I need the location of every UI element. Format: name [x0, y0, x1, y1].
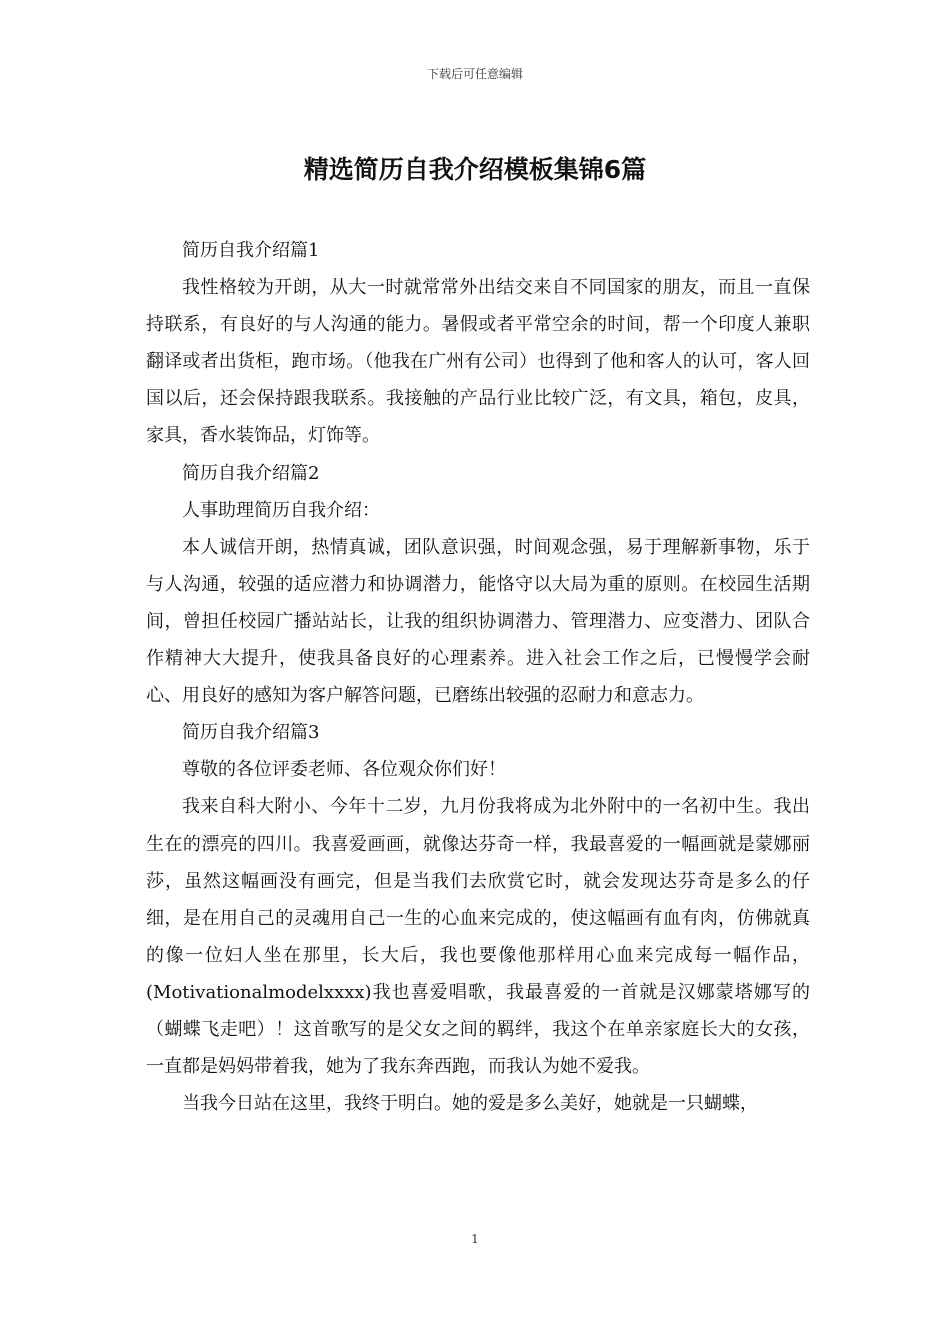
page-header: 下载后可任意编辑 — [426, 67, 523, 81]
section-heading-3: 简历自我介绍篇3 — [182, 722, 320, 744]
body-paragraph: 尊敬的各位评委老师、各位观众你们好！ — [182, 759, 506, 781]
section-heading-1: 简历自我介绍篇1 — [182, 240, 320, 261]
body-paragraph: 我性格较为开朗，从大一时就常常外出结交来自不同国家的朋友，而且一直保持联系，有良好的与人沟通的能力。暑假或者平常空余的时间，帮一个印度人兼职翻译或者出货柜，跑市场。（他我在广州有公司）也得到了他和客人的认可，客人回国以后，还会保持跟我联系。我接触的产品行业比较广泛，有文具，箱包，皮具，家具，香水装饰品，灯饰等。 — [146, 277, 810, 447]
body-paragraph: 我来自科大附小、今年十二岁，九月份我将成为北外附中的一名初中生。我出生在的漂亮的四川。我喜爱画画，就像达芬奇一样，我最喜爱的一幅画就是蒙娜丽莎，虽然这幅画没有画完，但是当我们去欣赏它时，就会发现达芬奇是多么的仔细，是在用自己的灵魂用自己一生的心血来完成的，使这幅画有血有肉，仿佛就真的像一位妇人坐在那里，长大后，我也要像他那样用心血来完成每一幅作品，(Motivationalmodelxxxx)我也喜爱唱歌，我最喜爱的一首就是汉娜蒙塔娜写的（蝴蝶飞走吧）！这首歌写的是父女之间的羁绊，我这个在单亲家庭长大的女孩，一直都是妈妈带着我，她为了我东奔西跑，而我认为她不爱我。 — [146, 796, 810, 1078]
body-paragraph: 本人诚信开朗，热情真诚，团队意识强，时间观念强，易于理解新事物，乐于与人沟通，较强的适应潜力和协调潜力，能恪守以大局为重的原则。在校园生活期间，曾担任校园广播站站长，让我的组织协调潜力、管理潜力、应变潜力、团队合作精神大大提升，使我具备良好的心理素养。进入社会工作之后，已慢慢学会耐心、用良好的感知为客户解答问题，已磨练出较强的忍耐力和意志力。 — [146, 536, 810, 707]
document-title: 精选简历自我介绍模板集锦6篇 — [303, 155, 647, 184]
body-paragraph: 人事助理简历自我介绍： — [182, 499, 380, 521]
section-heading-2: 简历自我介绍篇2 — [182, 462, 320, 484]
page-number: 1 — [471, 1232, 479, 1246]
document-body — [146, 232, 810, 1122]
body-paragraph: 当我今日站在这里，我终于明白。她的爱是多么美好，她就是一只蝴蝶， — [182, 1093, 758, 1115]
